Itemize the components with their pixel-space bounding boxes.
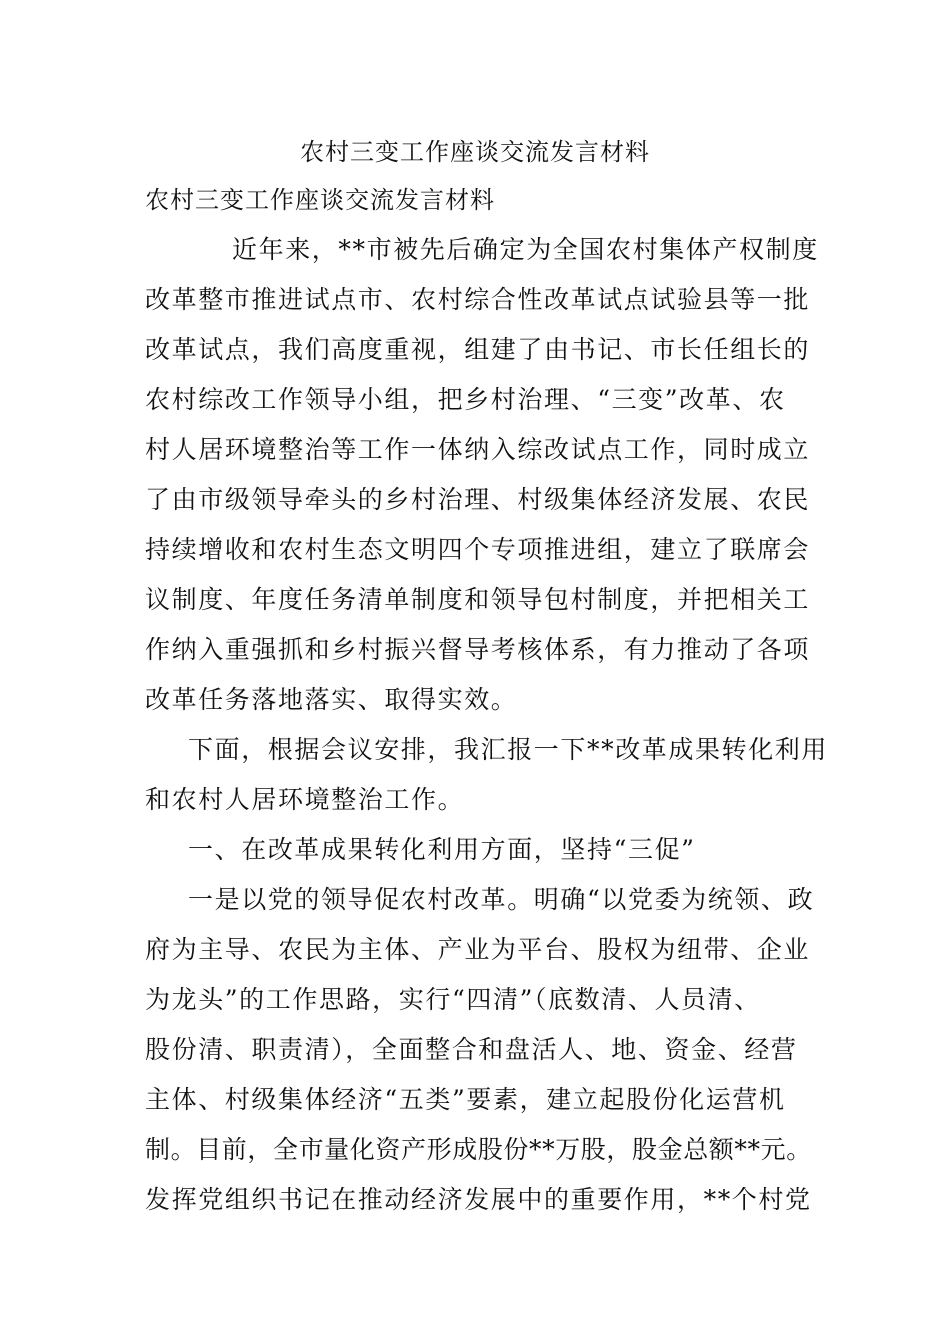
paragraph-line: 农村综改工作领导小组，把乡村治理、“三变”改革、农: [145, 385, 786, 414]
paragraph-line: 府为主导、农民为主体、产业为平台、股权为纽带、企业: [145, 935, 811, 964]
paragraph-line: 改革试点，我们高度重视，组建了由书记、市长任组长的: [145, 335, 811, 364]
paragraph-line: 村人居环境整治等工作一体纳入综改试点工作，同时成立: [145, 435, 811, 464]
paragraph-line: 持续增收和农村生态文明四个专项推进组，建立了联席会: [145, 535, 811, 564]
paragraph-line: 股份清、职责清），全面整合和盘活人、地、资金、经营: [145, 1035, 798, 1064]
paragraph-line: 改革任务落地落实、取得实效。: [145, 685, 518, 714]
paragraph-line: 改革整市推进试点市、农村综合性改革试点试验县等一批: [145, 285, 811, 314]
document-subtitle: 农村三变工作座谈交流发言材料: [145, 186, 495, 214]
paragraph-line: 制。目前，全市量化资产形成股份**万股，股金总额**元。: [145, 1135, 812, 1164]
paragraph-line: 下面，根据会议安排，我汇报一下**改革成果转化利用: [188, 735, 829, 764]
paragraph-line: 为龙头”的工作思路，实行“四清”（底数清、人员清、: [145, 985, 761, 1014]
paragraph-line: 发挥党组织书记在推动经济发展中的重要作用，**个村党: [145, 1185, 812, 1214]
section-heading: 一、在改革成果转化利用方面，坚持“三促”: [188, 835, 696, 864]
paragraph-line: 和农村人居环境整治工作。: [145, 785, 465, 814]
document-title: 农村三变工作座谈交流发言材料: [300, 138, 650, 166]
paragraph-line: 议制度、年度任务清单制度和领导包村制度，并把相关工: [145, 585, 811, 614]
paragraph-line: 一是以党的领导促农村改革。明确“以党委为统领、政: [188, 885, 815, 914]
paragraph-line: 作纳入重强抓和乡村振兴督导考核体系，有力推动了各项: [145, 635, 811, 664]
paragraph-line: 近年来，**市被先后确定为全国农村集体产权制度: [232, 235, 819, 264]
paragraph-line: 了由市级领导牵头的乡村治理、村级集体经济发展、农民: [145, 485, 811, 514]
paragraph-line: 主体、村级集体经济“五类”要素，建立起股份化运营机: [145, 1085, 786, 1114]
